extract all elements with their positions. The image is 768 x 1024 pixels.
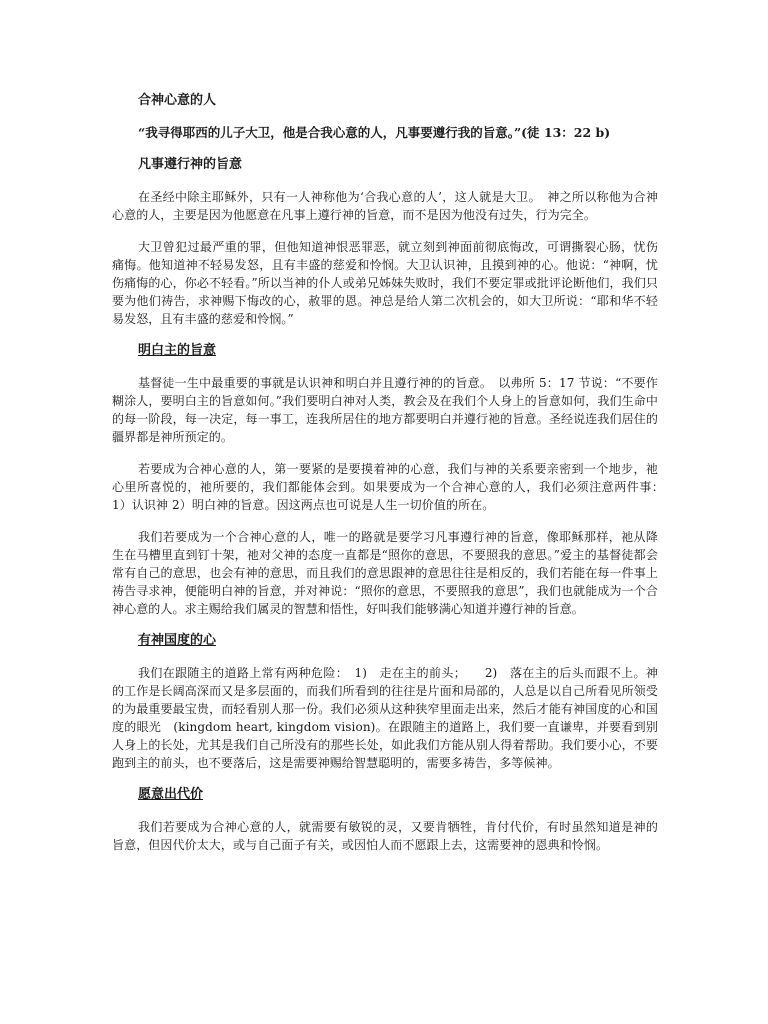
paragraph: 若要成为合神心意的人，第一要紧的是要摸着神的心意，我们与神的关系要亲密到一个地步，祂心里所喜悦的，祂所要的，我们都能体会到。如果要成为一个合神心意的人，我们必须注意两件事： 1）认识神 2）明白神的旨意。因这两点也可说是人生一切价值的所在。 — [112, 462, 671, 512]
document-title: 合神心意的人 — [138, 93, 217, 108]
paragraph: 我们在跟随主的道路上常有两种危险： 1) 走在主的前头； 2) 落在主的后头而跟不上。神的工作是长阔高深而又是多层面的，而我们所看到的往往是片面和局部的，人总是以自己所看见所领受的为最重要最宝贵，而轻看别人那一份。我们必须从这种狭窄里面走出来，然后才能有神国度的心和国度的眼光 (kingdom heart, kingdom vision)。在跟随主的道路上，我们要一直谦卑，并要看到别人身上的长处，尤其是我们自己所没有的那些长处，如此我们方能从别人得着帮助。我们要小心，不要跑到主的前头，也不要落后，这是需要神赐给智慧聪明的，需要多祷告，多等候神。 — [112, 666, 658, 770]
key-verse: “我寻得耶西的儿子大卫，他是合我心意的人，凡事要遵行我的旨意。”(徒 13：22 b) — [138, 125, 611, 140]
section-understand-will — [112, 342, 671, 618]
section-heading: 有神国度的心 — [138, 633, 217, 648]
paragraph: 我们若要成为合神心意的人，就需要有敏锐的灵，又要肯牺牲，肯付代价，有时虽然知道是神的旨意，但因代价太大，或与自己面子有关，或因怕人而不愿跟上去，这需要神的恩典和怜悯。 — [112, 820, 658, 852]
paragraph: 基督徒一生中最重要的事就是认识神和明白并且遵行神的的旨意。 以弗所 5：17 节说：“不要作糊涂人，要明白主的旨意如何。”我们要明白神对人类，教会及在我们个人身上的旨意如何，我们生命中的每一阶段，每一决定，每一事工，连我所居住的地方都要明白并遵行祂的旨意。圣经说连我们居住的疆界都是神所预定的。 — [112, 376, 658, 444]
document-page — [112, 92, 671, 868]
paragraph: 我们若要成为一个合神心意的人，唯一的路就是要学习凡事遵行神的旨意，像耶稣那样，祂从降生在马槽里直到钉十架，祂对父神的态度一直都是“照你的意思，不要照我的意思。”爱主的基督徒都会常有自己的意思，也会有神的意思，而且我们的意思跟神的意思往往是相反的，我们若能在每一件事上祷告寻求神，便能明白神的旨意，并对神说：“照你的意思，不要照我的意思”，我们也就能成为一个合神心意的人。求主赐给我们属灵的智慧和悟性，好叫我们能够满心知道并遵行神的旨意。 — [112, 530, 658, 616]
section-heading: 明白主的旨意 — [138, 343, 217, 358]
section-pay-price — [112, 786, 658, 854]
section-obey-will — [112, 156, 658, 328]
section-heading: 凡事遵行神的旨意 — [138, 157, 243, 172]
section-heading: 愿意出代价 — [138, 787, 204, 802]
paragraph: 在圣经中除主耶稣外，只有一人神称他为‘合我心意的人’，这人就是大卫。 神之所以称他为合神心意的人，主要是因为他愿意在凡事上遵行神的旨意，而不是因为他没有过失，行为完全。 — [112, 190, 658, 222]
section-kingdom-heart — [112, 632, 658, 772]
paragraph: 大卫曾犯过最严重的罪，但他知道神恨恶罪恶，就立刻到神面前彻底悔改，可谓撕裂心肠，忧伤痛悔。他知道神不轻易发怒，且有丰盛的慈爱和怜悯。大卫认识神，且摸到神的心。他说：“神啊，忧伤痛悔的心，你必不轻看。”所以当神的仆人或弟兄姊妹失败时，我们不要定罪或批评论断他们，我们只要为他们祷告，求神赐下悔改的心，赦罪的恩。神总是给人第二次机会的，如大卫所说：“耶和华不轻易发怒，且有丰盛的慈爱和怜悯。” — [112, 240, 658, 326]
